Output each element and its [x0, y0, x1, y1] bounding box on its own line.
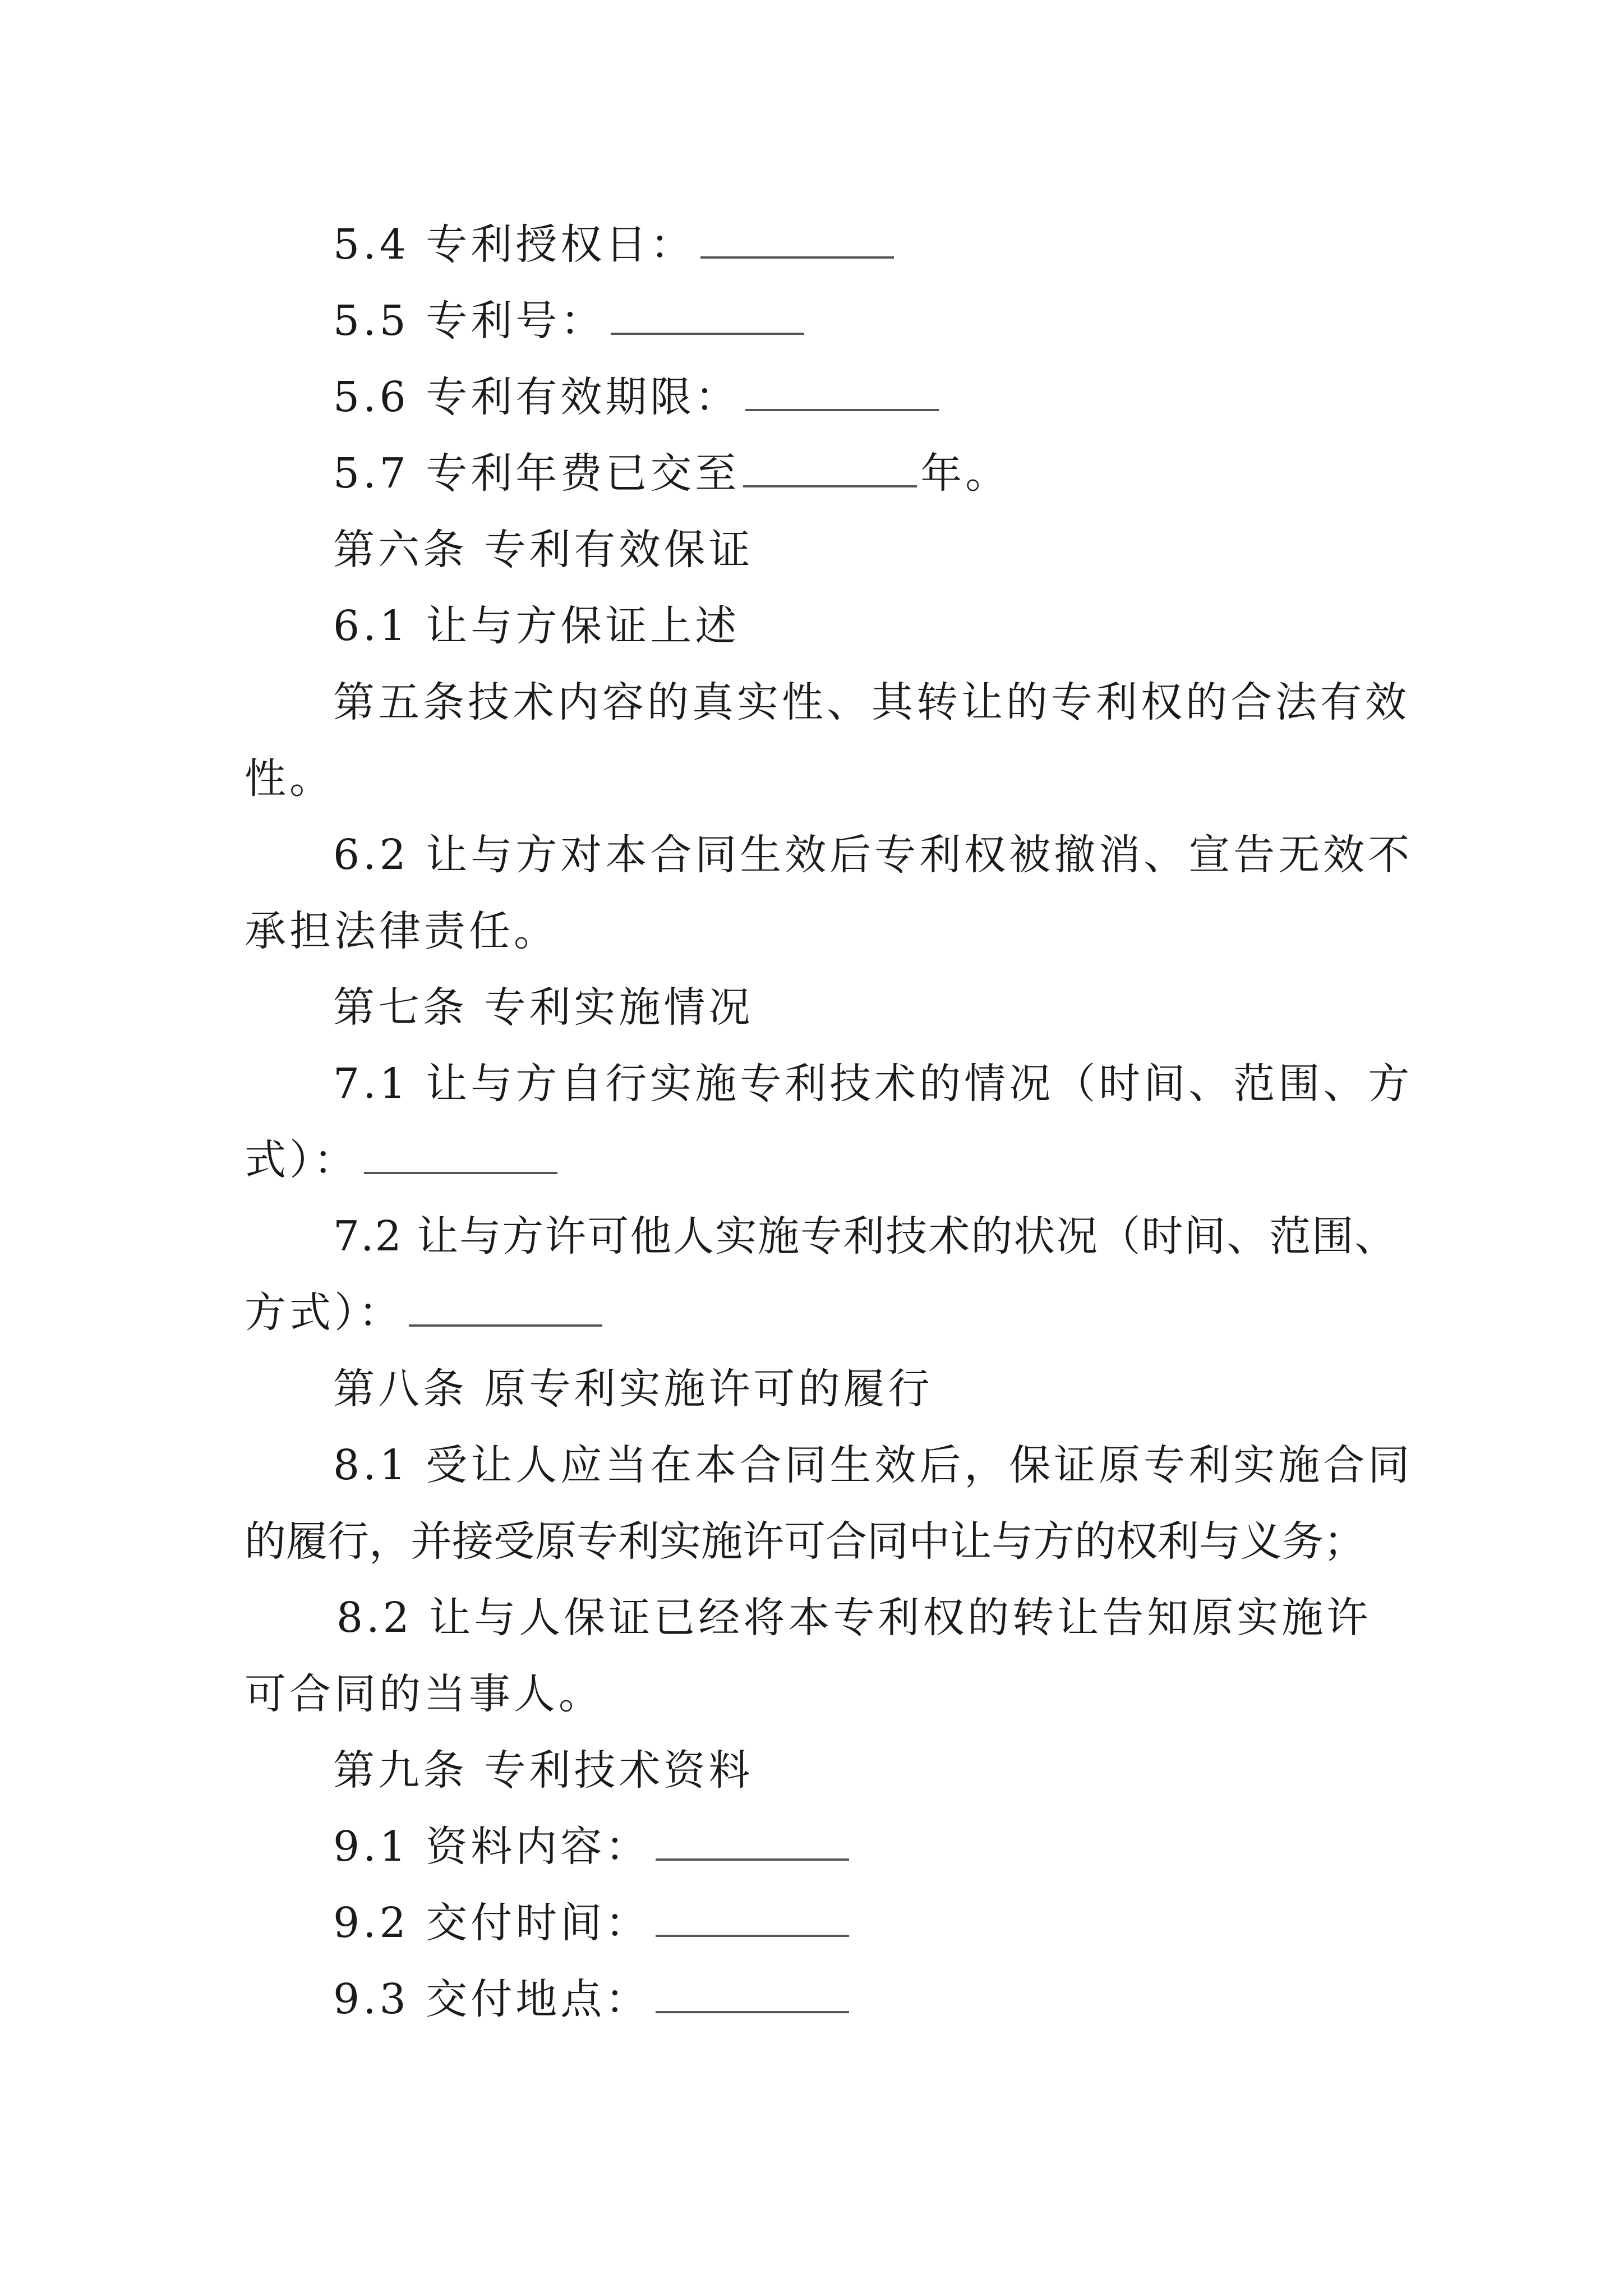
fill-blank-delivery-place: [656, 2011, 849, 2013]
clause-9-3: [0, 1966, 1623, 2033]
clause-7-2-end: [0, 1279, 1623, 1346]
article-8-heading: 第八条 原专利实施许可的履行: [333, 1365, 933, 1413]
clause-9-3-text: 9.3 交付地点：: [333, 1975, 651, 2023]
clause-5-4: [0, 211, 1623, 278]
clause-8-1-end: 的履行，并接受原专利实施许可合同中让与方的权利与义务；: [245, 1517, 1365, 1566]
fill-blank-material-content: [656, 1858, 849, 1861]
fill-blank-delivery-time: [656, 1935, 849, 1937]
fill-blank-self-implementation: [364, 1172, 557, 1174]
clause-5-6: [0, 364, 1623, 431]
clause-9-2: [0, 1889, 1623, 1957]
fill-blank-patent-grant-date: [700, 256, 894, 259]
clause-5-6-text: 5.6 专利有效期限：: [333, 373, 740, 421]
clause-5-7: [0, 440, 1623, 507]
clause-8-2-end: 可合同的当事人。: [245, 1670, 603, 1718]
clause-7-1-end-text: 式）：: [245, 1136, 358, 1184]
clause-7-2: 7.2 让与方许可他人实施专利技术的状况（时间、范围、: [333, 1212, 1398, 1260]
clause-8-2: 8.2 让与人保证已经将本专利权的转让告知原实施许: [336, 1594, 1372, 1642]
article-7-heading: 第七条 专利实施情况: [333, 983, 754, 1032]
clause-5-7-text: 5.7 专利年费已交至: [333, 449, 740, 498]
clause-9-2-text: 9.2 交付时间：: [333, 1899, 651, 1947]
clause-6-2-end: 承担法律责任。: [245, 907, 559, 955]
clause-6-1-continued: 第五条技术内容的真实性、其转让的专利权的合法有效: [333, 678, 1410, 726]
fill-blank-annual-fee-year: [743, 485, 917, 487]
clause-8-1: 8.1 受让人应当在本合同生效后，保证原专利实施合同: [333, 1441, 1413, 1489]
clause-9-1-text: 9.1 资料内容：: [333, 1823, 651, 1871]
clause-9-1: [0, 1813, 1623, 1880]
clause-5-5-text: 5.5 专利号：: [333, 297, 606, 345]
fill-blank-licensed-implementation: [409, 1324, 602, 1327]
clause-7-1-end: [0, 1126, 1623, 1194]
clause-6-2: 6.2 让与方对本合同生效后专利权被撤消、宣告无效不: [333, 831, 1413, 879]
clause-6-1: 6.1 让与方保证上述: [333, 602, 740, 650]
fill-blank-patent-validity: [745, 409, 939, 411]
clause-7-2-end-text: 方式）：: [245, 1289, 403, 1337]
clause-5-7-suffix: 年。: [920, 449, 1011, 498]
fill-blank-patent-number: [611, 333, 804, 335]
clause-6-1-end: 性。: [245, 754, 334, 803]
article-9-heading: 第九条 专利技术资料: [333, 1746, 754, 1795]
clause-5-4-text: 5.4 专利授权日：: [333, 220, 695, 269]
article-6-heading: 第六条 专利有效保证: [333, 526, 754, 574]
clause-5-5: [0, 287, 1623, 355]
clause-7-1: 7.1 让与方自行实施专利技术的情况（时间、范围、方: [333, 1060, 1413, 1108]
